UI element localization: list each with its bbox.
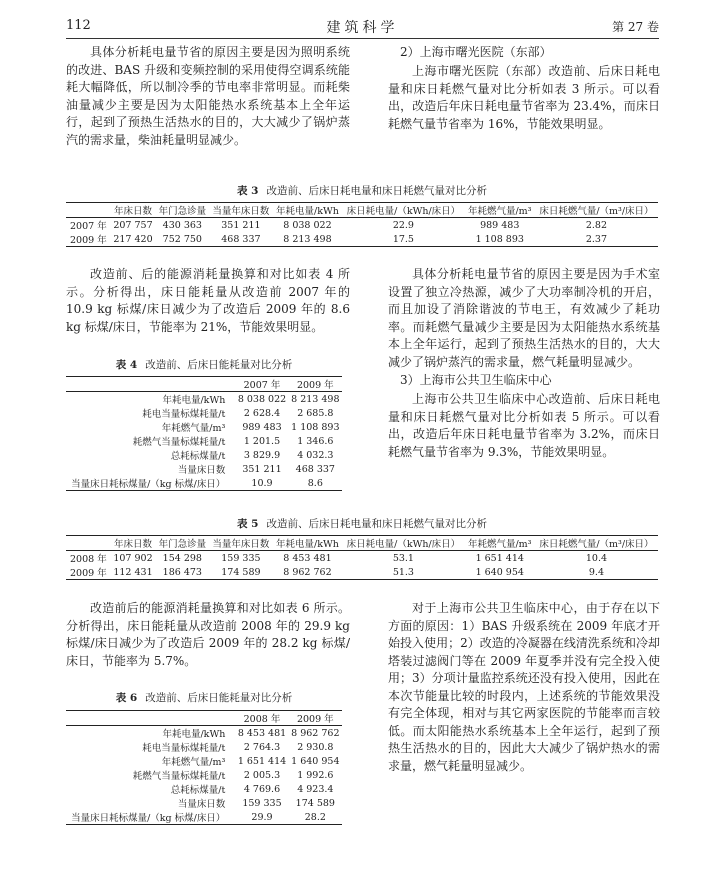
- table4-caption: [66, 357, 342, 372]
- table4-header-row: [66, 377, 342, 392]
- table6-caption: [66, 690, 342, 705]
- paragraph-gongwei: 上海市公共卫生临床中心改造前、后床日耗电量和床日耗燃气量对比分析如表 5 所示。可以看出，改造后年床日耗电量节省率为 3.2%，而床日耗燃气量节省率为 9.3%，节能效果明显。: [388, 392, 660, 459]
- table5-header-cell: 年门急诊量: [158, 539, 207, 550]
- table-cell: 耗电当量标煤耗量/t: [142, 409, 226, 420]
- table-row: [66, 392, 342, 407]
- table-cell: 989 483: [480, 219, 520, 231]
- table-cell: 8 453 481: [237, 727, 287, 739]
- table5-header-cell: 年耗燃气量/m³: [467, 539, 532, 550]
- paragraph-bottom-right: 对于上海市公共卫生临床中心，由于存在以下方面的原因：1）BAS 升级系统在 2009 年底才开始投入使用；2）改造的冷凝器在线清洗系统和冷却塔装过滤阀门等在 2009 年夏季并没有完全投入使用；3）分项计量监控系统还没有投入使用，因此在本次节能量比较的时段内，上述系统的节能效果没有完全体现，相对与其它两家医院的节能率而言较低。而太阳能热水系统基本上全年运行，起到了预热生活热水的目的，因此大大减少了锅炉热水的需求量，燃气耗量明显减少。: [388, 601, 660, 773]
- table6-header-cell: 2008 年: [243, 714, 281, 725]
- table-cell: 989 483: [242, 421, 282, 433]
- table3-title: 改造前、后床日耗电量和床日耗燃气量对比分析: [266, 185, 487, 197]
- table5-caption: [66, 516, 658, 531]
- table3-header-cell: 年门急诊量: [158, 206, 207, 217]
- table-cell: 174 589: [221, 566, 261, 578]
- table-row: [66, 565, 658, 580]
- page-number: 112: [66, 18, 91, 33]
- table-cell: 当量床日耗标煤量/（kg 标煤/床日）: [71, 479, 226, 490]
- table-cell: 1 640 954: [475, 566, 524, 578]
- table-row: [66, 476, 342, 491]
- table-row: [66, 448, 342, 462]
- table-cell: 2008 年: [70, 554, 107, 565]
- table-cell: 2007 年: [70, 221, 107, 232]
- table-cell: 8 453 481: [283, 552, 332, 564]
- table-cell: 1 201.5: [243, 435, 281, 447]
- table4-header-cell: [66, 377, 235, 392]
- table4-title: 改造前、后床日能耗量对比分析: [145, 359, 293, 371]
- table-cell: 1 651 414: [475, 552, 524, 564]
- table3-header-cell: 床日耗电量/（kWh/床日）: [346, 206, 461, 217]
- subheading-gongwei: 3）上海市公共卫生临床中心: [400, 373, 552, 387]
- table5-title: 改造前、后床日耗电量和床日耗燃气量对比分析: [266, 518, 487, 530]
- table-cell: 当量床日数: [177, 799, 226, 810]
- table-cell: 耗燃气当量标煤耗量/t: [132, 771, 226, 782]
- table-cell: 年耗燃气量/m³: [161, 423, 226, 434]
- table-row: [66, 740, 342, 754]
- table-cell: 186 473: [162, 566, 202, 578]
- table5-number: 表 5: [237, 518, 259, 530]
- table-cell: 10.9: [251, 477, 273, 489]
- table6-header-row: [66, 711, 342, 726]
- table-cell: 8 038 022: [237, 393, 287, 405]
- table6: [66, 710, 342, 825]
- table5: [66, 535, 658, 580]
- table-cell: 468 337: [221, 233, 261, 245]
- table-row: [66, 754, 342, 768]
- subheading-shuguang: 2）上海市曙光医院（东部）: [400, 45, 552, 59]
- table4-header-cell: 2007 年: [243, 380, 281, 391]
- table-cell: 351 211: [221, 219, 261, 231]
- table-cell: 159 335: [242, 797, 282, 809]
- table-cell: 2 005.3: [243, 769, 281, 781]
- table-cell: 4 769.6: [243, 783, 281, 795]
- table-cell: 8 213 498: [291, 393, 340, 405]
- table-cell: 217 420: [113, 233, 153, 245]
- table3-caption: [66, 183, 658, 198]
- table-cell: 154 298: [162, 552, 202, 564]
- table-row: [66, 810, 342, 825]
- table-row: [66, 420, 342, 434]
- table-cell: 752 750: [162, 233, 202, 245]
- table3: [66, 202, 658, 247]
- table5-header-cell: 当量年床日数: [212, 539, 270, 550]
- table-cell: 22.9: [392, 219, 414, 231]
- table-cell: 3 829.9: [243, 449, 281, 461]
- table-cell: 2.82: [585, 219, 608, 231]
- volume-label: 第 27 卷: [612, 20, 659, 34]
- table-cell: 10.4: [585, 552, 608, 564]
- table-cell: 351 211: [242, 463, 282, 475]
- table-cell: 总耗标煤量/t: [170, 785, 226, 796]
- table6-title: 改造前、后床日能耗量对比分析: [145, 692, 293, 704]
- table-cell: 总耗标煤量/t: [170, 451, 226, 462]
- table-cell: 年耗电量/kWh: [162, 395, 226, 406]
- table6-header-cell: 2009 年: [296, 714, 334, 725]
- table-cell: 1 108 893: [291, 421, 340, 433]
- table-cell: 17.5: [392, 233, 414, 245]
- table-cell: 8 962 762: [283, 566, 332, 578]
- table-cell: 2.37: [585, 233, 608, 245]
- table-row: [66, 768, 342, 782]
- table-row: [66, 218, 658, 233]
- table-cell: 2 685.8: [297, 407, 334, 419]
- table-row: [66, 462, 342, 476]
- table5-header-row: [66, 536, 658, 551]
- table-cell: 468 337: [295, 463, 335, 475]
- table4: [66, 376, 342, 491]
- table-cell: 207 757: [113, 219, 153, 231]
- table-cell: 4 923.4: [297, 783, 334, 795]
- table-cell: 174 589: [295, 797, 335, 809]
- table-cell: 4 032.3: [297, 449, 334, 461]
- table4-header-cell: 2009 年: [296, 380, 334, 391]
- table-cell: 8 213 498: [283, 233, 332, 245]
- table-cell: 9.4: [588, 566, 604, 578]
- table-row: [66, 796, 342, 810]
- table3-header-cell: [66, 203, 110, 218]
- table-cell: 8 038 022: [283, 219, 332, 231]
- paragraph-top-left: 具体分析耗电量节省的原因主要是因为照明系统的改进、BAS 升级和变频控制的采用使得空调系统能耗大幅降低，所以制冷季的节电率非常明显。而耗柴油量减少主要是因为太阳能热水系统基本上全年运行，起到了预热生活热水的目的，大大减少了锅炉蒸汽的需求量，柴油耗量明显减少。: [66, 45, 350, 147]
- table-cell: 耗燃气当量标煤耗量/t: [132, 437, 226, 448]
- table3-header-cell: 床日耗燃气量/（m³/床日）: [539, 206, 654, 217]
- table-cell: 1 640 954: [291, 755, 340, 767]
- table5-header-cell: 年床日数: [113, 539, 152, 550]
- table5-header-cell: 床日耗燃气量/（m³/床日）: [539, 539, 654, 550]
- table-cell: 2009 年: [70, 568, 107, 579]
- table3-header-row: [66, 203, 658, 218]
- table3-header-cell: 年耗电量/kWh: [276, 206, 339, 217]
- table-cell: 2 764.3: [243, 741, 281, 753]
- running-header: [66, 16, 659, 39]
- table3-header-cell: 年床日数: [113, 206, 152, 217]
- table-cell: 8.6: [307, 477, 323, 489]
- table-row: [66, 434, 342, 448]
- table-row: [66, 406, 342, 420]
- table3-number: 表 3: [237, 185, 259, 197]
- table-cell: 当量床日数: [177, 465, 226, 476]
- table3-header-cell: 年耗燃气量/m³: [467, 206, 532, 217]
- table-cell: 1 346.6: [297, 435, 334, 447]
- table-cell: 8 962 762: [291, 727, 340, 739]
- journal-title: 建筑科学: [326, 20, 399, 36]
- table-cell: 1 992.6: [297, 769, 334, 781]
- table-cell: 112 431: [113, 566, 153, 578]
- table6-number: 表 6: [115, 692, 138, 704]
- table6-header-cell: [66, 711, 235, 726]
- table4-number: 表 4: [115, 359, 138, 371]
- table-cell: 107 902: [113, 552, 153, 564]
- table5-header-cell: 床日耗电量/（kWh/床日）: [346, 539, 461, 550]
- table-cell: 2009 年: [70, 235, 107, 246]
- table-cell: 耗电当量标煤耗量/t: [142, 743, 226, 754]
- table-cell: 1 108 893: [475, 233, 524, 245]
- table-cell: 2 628.4: [243, 407, 281, 419]
- table-row: [66, 551, 658, 566]
- paragraph-shuguang: 上海市曙光医院（东部）改造前、后床日耗电量和床日耗燃气量对比分析如表 3 所示。可以看出，改造后年床日耗电量节省率为 23.4%，而床日耗燃气量节省率为 16%，节能效果明显。: [388, 64, 660, 131]
- paragraph-table6-intro: 改造前后的能源消耗量换算和对比如表 6 所示。分析得出，床日能耗量从改造前 2008 年的 29.9 kg 标煤/床日减少为了改造后 2009 年的 28.2 kg 标煤/床日，节能率为 5.7%。: [66, 601, 350, 668]
- table-row: [66, 782, 342, 796]
- table-cell: 1 651 414: [237, 755, 287, 767]
- table-row: [66, 232, 658, 247]
- table-cell: 年耗燃气量/m³: [161, 757, 226, 768]
- table-cell: 53.1: [392, 552, 414, 564]
- table-cell: 年耗电量/kWh: [162, 729, 226, 740]
- table-cell: 29.9: [251, 811, 273, 823]
- table3-header-cell: 当量年床日数: [212, 206, 270, 217]
- table-row: [66, 726, 342, 741]
- table5-header-cell: 年耗电量/kWh: [276, 539, 339, 550]
- paragraph-table4-intro: 改造前、后的能源消耗量换算和对比如表 4 所示。分析得出，床日能耗量从改造前 2007 年的 10.9 kg 标煤/床日减少为了改造后 2009 年的 8.6 kg 标煤/床日，节能率为 21%，节能效果明显。: [66, 267, 350, 334]
- table5-header-cell: [66, 536, 110, 551]
- table-cell: 159 335: [221, 552, 261, 564]
- table-cell: 430 363: [162, 219, 202, 231]
- paragraph-right-mid: 具体分析耗电量节省的原因主要是因为手术室设置了独立冷热源，减少了大功率制冷机的开启，而且加设了消除谐波的节电王，有效减少了耗功率。而耗燃气量减少主要是因为太阳能热水系统基本上全年运行，起到了预热生活热水的目的，大大减少了锅炉蒸汽的需求量，燃气耗量明显减少。: [388, 267, 660, 369]
- table-cell: 28.2: [304, 811, 326, 823]
- table-cell: 51.3: [392, 566, 414, 578]
- table-cell: 2 930.8: [297, 741, 334, 753]
- table-cell: 当量床日耗标煤量/（kg 标煤/床日）: [71, 813, 226, 824]
